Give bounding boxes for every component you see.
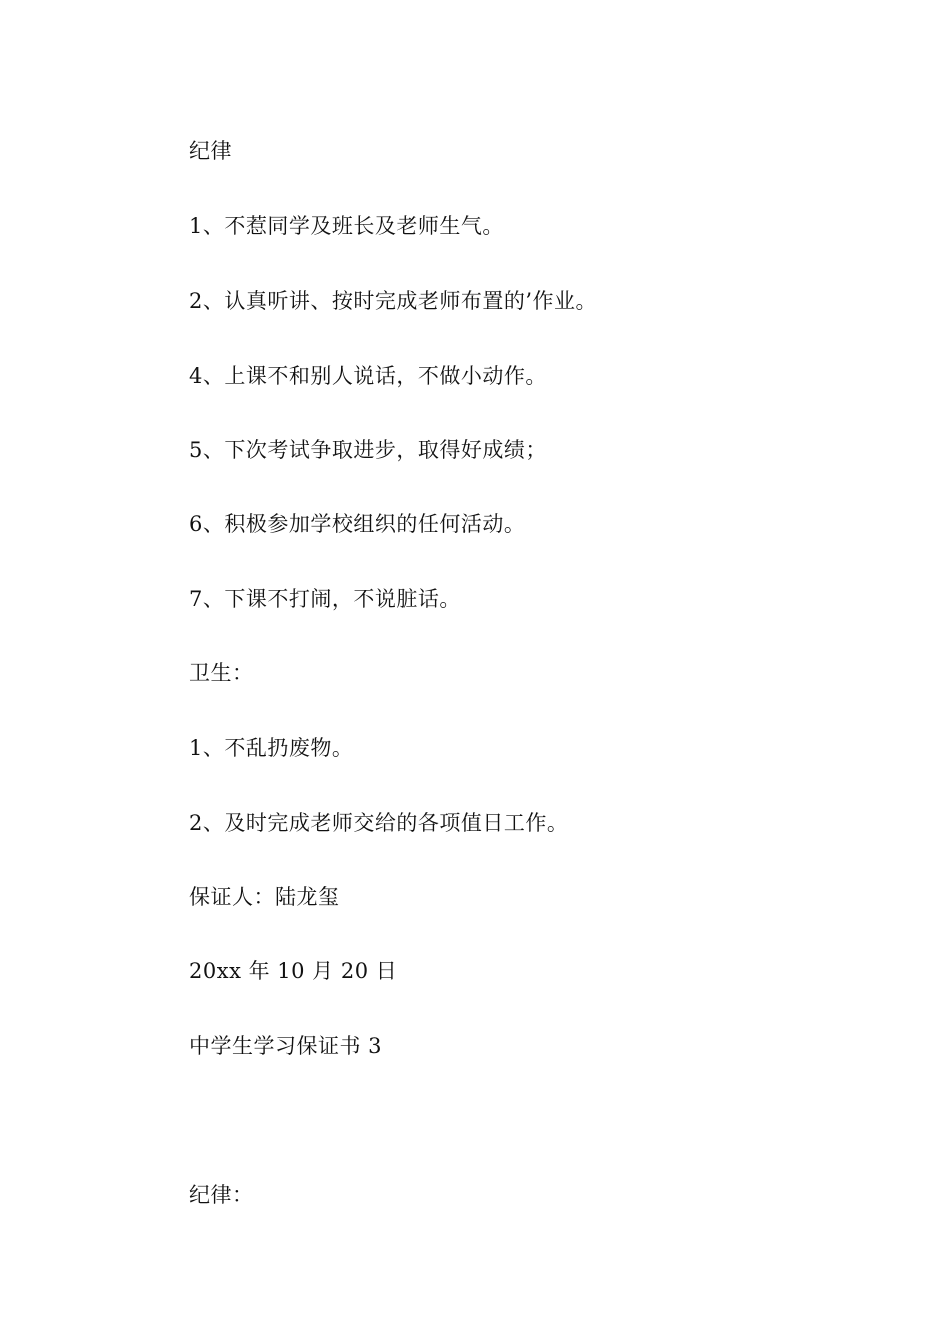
hygiene-item-1: 1、不乱扔废物。 (189, 736, 354, 760)
discipline-item-5: 5、下次考试争取进步，取得好成绩； (189, 438, 547, 462)
section-heading-hygiene: 卫生： (189, 661, 254, 685)
date-line: 20xx 年 10 月 20 日 (189, 959, 398, 983)
section-heading-discipline: 纪律 (189, 139, 232, 163)
document-title-3: 中学生学习保证书 3 (189, 1034, 383, 1058)
discipline-item-2: 2、认真听讲、按时完成老师布置的’作业。 (189, 289, 598, 313)
discipline-item-6: 6、积极参加学校组织的任何活动。 (189, 512, 526, 536)
discipline-item-7: 7、下课不打闹，不说脏话。 (189, 587, 461, 611)
hygiene-item-2: 2、及时完成老师交给的各项值日工作。 (189, 811, 569, 835)
discipline-item-1: 1、不惹同学及班长及老师生气。 (189, 214, 504, 238)
section-heading-discipline-2: 纪律： (189, 1183, 254, 1207)
guarantor-line: 保证人：陆龙玺 (189, 885, 340, 909)
discipline-item-4: 4、上课不和别人说话，不做小动作。 (189, 364, 547, 388)
